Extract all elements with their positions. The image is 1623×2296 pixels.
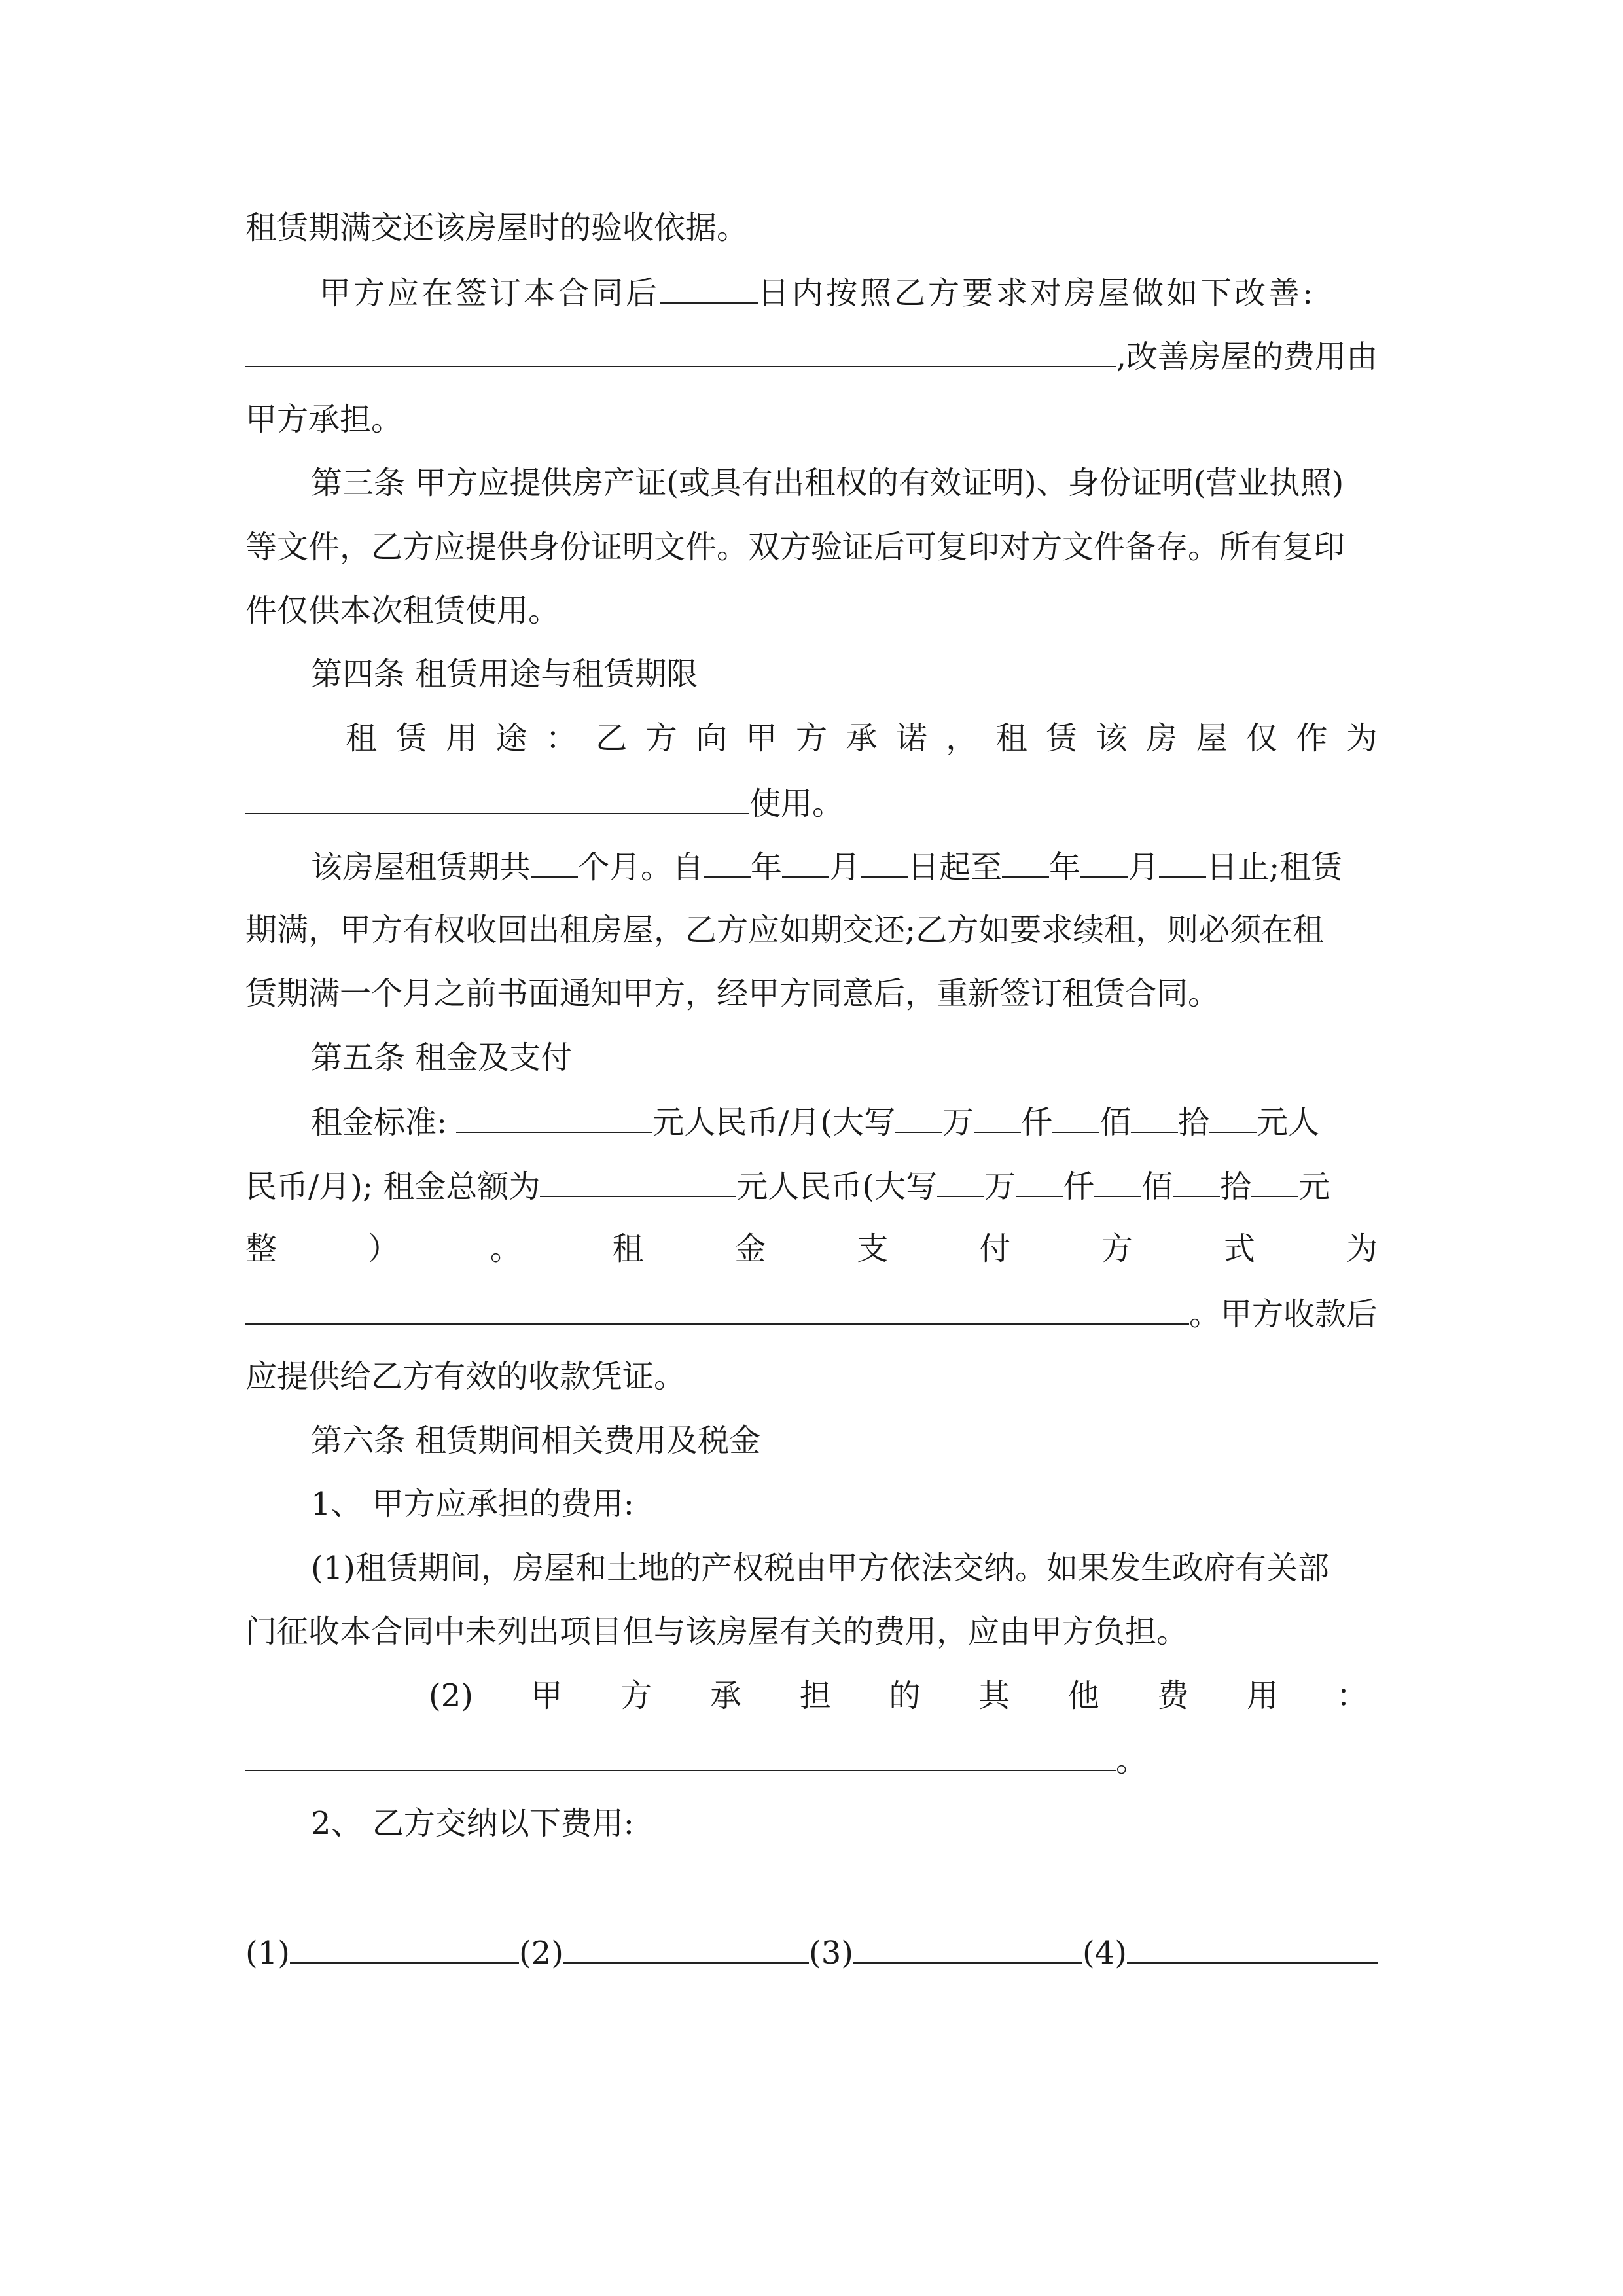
spaced-char: 屋 — [1196, 720, 1228, 757]
clause-text: 该房屋租赁期共 — [311, 849, 531, 886]
spaced-char: 金 — [734, 1230, 766, 1267]
improvement-content-blank[interactable] — [245, 336, 1116, 367]
clause-text-line: 赁期满一个月之前书面通知甲方，经甲方同意后，重新签订租赁合同。 — [245, 975, 1220, 1012]
spaced-char: 作 — [1296, 720, 1328, 757]
rent-total-line — [245, 1166, 1378, 1205]
clause-text-line: 期满，甲方有权收回出租房屋，乙方应如期交还;乙方如要求续租，则必须在租 — [245, 912, 1325, 948]
clause-text: 拾 — [1220, 1168, 1252, 1205]
article-4-heading: 第四条 租赁用途与租赁期限 — [311, 656, 698, 692]
spaced-char: (2) — [429, 1677, 473, 1714]
clause-text: 民币/月); 租金总额为 — [245, 1168, 541, 1205]
clause-text-line: 件仅供本次租赁使用。 — [245, 592, 560, 629]
clause-text: 甲方应在签订本合同后 — [319, 275, 660, 312]
clause-text-line: 租赁期满交还该房屋时的验收依据。 — [245, 209, 749, 246]
clause-text: 使用。 — [749, 785, 844, 822]
payment-method-blank-line — [245, 1293, 1378, 1333]
improvement-clause-line — [319, 272, 1378, 312]
spaced-char: 方 — [795, 720, 827, 757]
clause-text-line: 门征收本合同中未列出项目但与该房屋有关的费用，应由甲方负担。 — [245, 1613, 1188, 1650]
spaced-char: ， — [946, 720, 978, 757]
clause-text: 仟 — [1021, 1104, 1053, 1141]
spaced-char: 乙 — [596, 720, 628, 757]
yuan-blank[interactable] — [1251, 1166, 1298, 1197]
spaced-char: 承 — [710, 1677, 742, 1714]
spaced-char: 付 — [979, 1230, 1011, 1267]
spaced-char: 方 — [1101, 1230, 1133, 1267]
lease-purpose-line — [346, 719, 1378, 758]
clause-text: 租金标准: — [311, 1104, 448, 1141]
other-fees-line — [429, 1676, 1368, 1715]
spaced-char: 甲 — [531, 1677, 563, 1714]
spaced-char: 承 — [846, 720, 878, 757]
shi-blank[interactable] — [1173, 1166, 1220, 1197]
clause-text: 年 — [751, 849, 783, 886]
clause-text: 万 — [942, 1104, 974, 1141]
fee-item-label: (3) — [809, 1935, 853, 1971]
spaced-char: 为 — [1346, 1230, 1378, 1267]
shi-blank[interactable] — [1131, 1102, 1178, 1133]
clause-text: 仟 — [1063, 1168, 1095, 1205]
bai-blank[interactable] — [1094, 1166, 1141, 1197]
other-fees-blank[interactable] — [245, 1740, 1116, 1771]
spaced-char: 赁 — [395, 720, 427, 757]
spaced-char: 费 — [1157, 1677, 1189, 1714]
clause-text-line: (1)租赁期间，房屋和土地的产权税由甲方依法交纳。如果发生政府有关部 — [311, 1550, 1329, 1587]
spaced-char: 租 — [612, 1230, 644, 1267]
section-2-heading: 2、 乙方交纳以下费用: — [311, 1805, 634, 1842]
clause-text: 。甲方收款后 — [1188, 1296, 1378, 1333]
fee-item-blank[interactable] — [563, 1932, 809, 1964]
clause-text: 月 — [829, 849, 861, 886]
qian-blank[interactable] — [1016, 1166, 1063, 1197]
clause-text: ,改善房屋的费用由 — [1116, 338, 1378, 375]
fee-item-blank[interactable] — [290, 1932, 519, 1964]
tenant-fees-line — [245, 1932, 1378, 1971]
spaced-char: 途 — [495, 720, 527, 757]
spaced-char: 诺 — [895, 720, 927, 757]
spaced-char: 租 — [995, 720, 1027, 757]
spaced-char: 为 — [1346, 720, 1378, 757]
yuan-blank[interactable] — [1209, 1102, 1257, 1133]
spaced-char: 担 — [799, 1677, 831, 1714]
clause-text: 年 — [1049, 849, 1081, 886]
spaced-char: ： — [1336, 1677, 1368, 1714]
spaced-char: 仅 — [1245, 720, 1277, 757]
total-rent-blank[interactable] — [540, 1166, 736, 1197]
clause-text: 个月。自 — [578, 849, 704, 886]
spaced-char: 方 — [620, 1677, 652, 1714]
clause-text: 元人民币/月(大写 — [652, 1104, 896, 1141]
spaced-char: 他 — [1067, 1677, 1099, 1714]
spaced-char: 整 — [245, 1230, 277, 1267]
section-1-heading: 1、 甲方应承担的费用: — [311, 1486, 634, 1522]
clause-text: 万 — [984, 1168, 1016, 1205]
improvement-blank-line — [245, 336, 1378, 375]
payment-method-blank[interactable] — [245, 1293, 1189, 1325]
lease-purpose-blank-line — [245, 783, 1378, 822]
spaced-char: 的 — [889, 1677, 921, 1714]
clause-text: 拾 — [1178, 1104, 1210, 1141]
payment-method-line — [245, 1229, 1378, 1268]
spaced-char: 用 — [445, 720, 477, 757]
spaced-char: 该 — [1096, 720, 1128, 757]
start-day-blank[interactable] — [861, 846, 908, 878]
start-month-blank[interactable] — [782, 846, 829, 878]
end-year-blank[interactable] — [1002, 846, 1049, 878]
spaced-char: 租 — [346, 720, 378, 757]
clause-text: 日起至 — [908, 849, 1003, 886]
monthly-rent-blank[interactable] — [456, 1102, 652, 1133]
spaced-char: 赁 — [1046, 720, 1078, 757]
spaced-char: 。 — [490, 1230, 522, 1267]
clause-text: 日内按照乙方要求对房屋做如下改善: — [758, 275, 1316, 312]
fee-item-blank[interactable] — [853, 1932, 1082, 1964]
spaced-char: 房 — [1146, 720, 1178, 757]
days-blank[interactable] — [660, 272, 758, 304]
clause-text: 元人民币(大写 — [736, 1168, 938, 1205]
rent-standard-line — [311, 1102, 1378, 1141]
clause-text: 日止;租赁 — [1206, 849, 1343, 886]
end-day-blank[interactable] — [1159, 846, 1206, 878]
spaced-char: 向 — [696, 720, 728, 757]
fee-item-label: (4) — [1082, 1935, 1127, 1971]
lease-term-line — [311, 846, 1378, 886]
article-5-heading: 第五条 租金及支付 — [311, 1039, 573, 1076]
article-3-heading: 第三条 甲方应提供房产证(或具有出租权的有效证明)、身份证明(营业执照) — [311, 465, 1344, 501]
months-blank[interactable] — [531, 846, 578, 878]
fee-item-label: (2) — [519, 1935, 563, 1971]
spaced-char: 式 — [1224, 1230, 1256, 1267]
clause-text-line: 应提供给乙方有效的收款凭证。 — [245, 1358, 686, 1395]
spaced-char: ： — [545, 720, 577, 757]
other-fees-blank-line — [245, 1740, 1378, 1779]
spaced-char: 用 — [1247, 1677, 1279, 1714]
fee-item-blank[interactable] — [1127, 1932, 1378, 1964]
start-year-blank[interactable] — [704, 846, 751, 878]
clause-text: 。 — [1116, 1742, 1148, 1779]
clause-text-line: 等文件，乙方应提供身份证明文件。双方验证后可复印对方文件备存。所有复印 — [245, 529, 1346, 565]
clause-text: 月 — [1128, 849, 1160, 886]
end-month-blank[interactable] — [1080, 846, 1128, 878]
clause-text: 元人 — [1257, 1104, 1320, 1141]
lease-purpose-blank[interactable] — [245, 783, 749, 814]
spaced-char: ） — [367, 1230, 399, 1267]
spaced-char: 支 — [857, 1230, 889, 1267]
clause-text-line: 甲方承担。 — [245, 401, 403, 438]
clause-text: 佰 — [1141, 1168, 1173, 1205]
spaced-char: 方 — [645, 720, 677, 757]
clause-text: 元 — [1298, 1168, 1330, 1205]
qian-blank[interactable] — [974, 1102, 1021, 1133]
fee-item-label: (1) — [245, 1935, 290, 1971]
wan-blank[interactable] — [895, 1102, 942, 1133]
article-6-heading: 第六条 租赁期间相关费用及税金 — [311, 1422, 761, 1459]
clause-text: 佰 — [1099, 1104, 1132, 1141]
bai-blank[interactable] — [1052, 1102, 1099, 1133]
spaced-char: 其 — [978, 1677, 1010, 1714]
wan-blank[interactable] — [937, 1166, 984, 1197]
spaced-char: 甲 — [745, 720, 777, 757]
